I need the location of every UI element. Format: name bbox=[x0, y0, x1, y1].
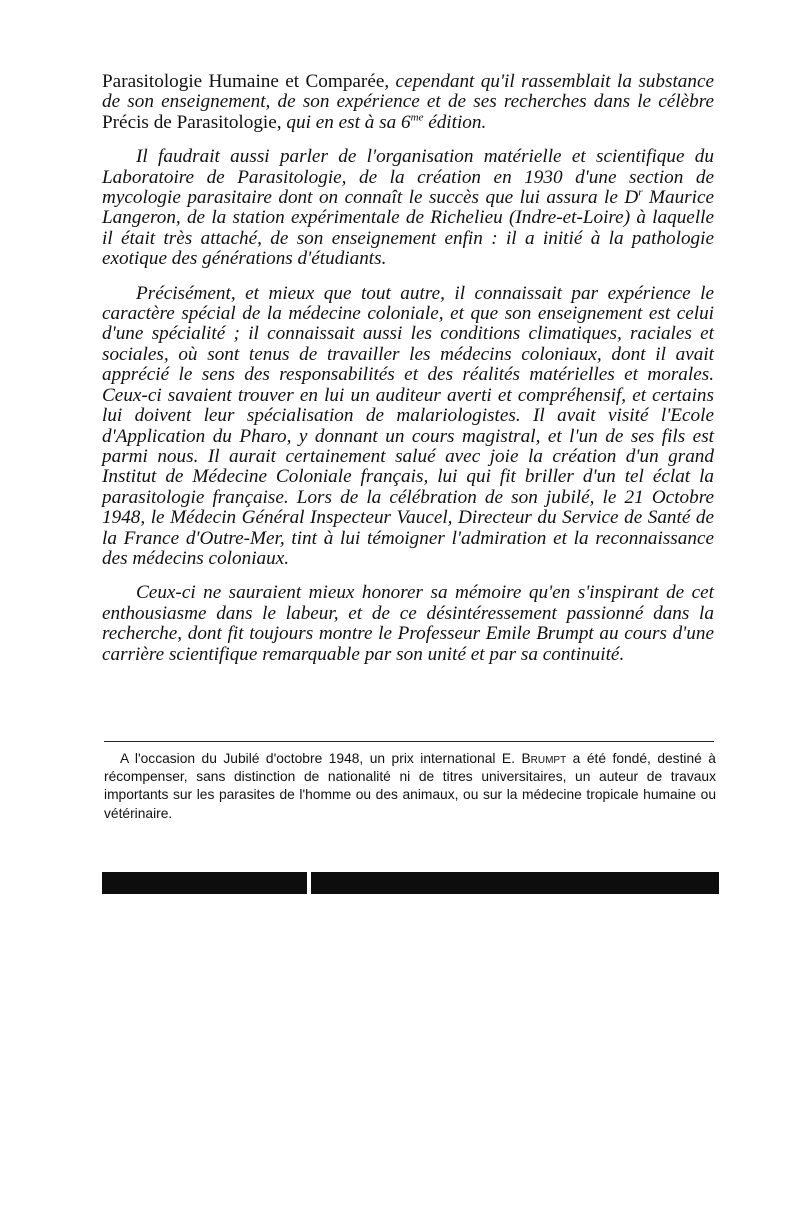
footnote-text: A l'occasion du Jubilé d'octobre 1948, un prix international E. bbox=[120, 751, 522, 766]
black-bar-right bbox=[311, 872, 719, 894]
superscript: r bbox=[638, 186, 643, 199]
footnote-name: Brumpt bbox=[521, 751, 567, 766]
footnote-divider bbox=[104, 741, 714, 742]
superscript: me bbox=[410, 111, 424, 124]
text-run: Maurice Langeron, de la station expérimentale de Richelieu (Indre-et-Loire) à laquelle il était très attaché, de son enseignement enfin : il a initié à la pathologie exotique des générations d'étudiants. bbox=[102, 187, 714, 270]
text-run: qui en est à sa 6 bbox=[281, 111, 411, 133]
paragraph-3 bbox=[102, 284, 714, 570]
text-run: Parasitologie Humaine et Comparée, bbox=[102, 71, 390, 92]
text-run: Ceux-ci ne sauraient mieux honorer sa mémoire qu'en s'inspirant de cet enthousiasme dans le labeur, et de ce désintéressement passionné dans la recherche, dont fit toujours montre le Professeur Emile Brumpt au cours d'une carrière scientifique remarquable par son unité et par sa continuité. bbox=[102, 582, 714, 665]
footnote bbox=[104, 750, 716, 823]
text-run: édition. bbox=[423, 111, 487, 133]
paragraph-2 bbox=[102, 147, 714, 269]
text-run: Précis de Parasitologie, bbox=[102, 111, 282, 133]
text-run: Précisément, et mieux que tout autre, il connaissait par expérience le caractère spécial de la médecine coloniale, et que son enseignement est celui d'une spécialité ; il connaissait aussi les conditions climatiques, raciales et sociales, où sont tenus de travailler les médecins coloniaux, dont il avait apprécié le sens des responsabilités et des réalités matérielles et morales. Ceux-ci savaient trouver en lui un auditeur averti et compréhensif, et certains lui doivent leur spécialisation de malariologistes. Il avait visité l'Ecole d'Application du Pharo, y donnant un cours magistral, et l'un de ses fils est parmi nous. Il aurait certainement salué avec joie la création d'un grand Institut de Médecine Coloniale français, lui qui fit briller d'un tel éclat la parasitologie française. Lors de la célébration de son jubilé, le 21 Octobre 1948, le Médecin Général Inspecteur Vaucel, Directeur du Service de Santé de la France d'Outre-Mer, tint à lui témoigner l'admiration et la reconnaissance des médecins coloniaux. bbox=[102, 282, 714, 569]
footnote-text: a été fondé, destiné à récompenser, sans distinction de nationalité ni de titres universitaires, un auteur de travaux importants sur les parasites de l'homme ou des animaux, ou sur la médecine tropicale humaine ou vétérinaire. bbox=[104, 751, 716, 821]
paragraph-1 bbox=[102, 72, 714, 133]
main-text bbox=[102, 72, 714, 679]
paragraph-4 bbox=[102, 583, 714, 665]
black-bar-left bbox=[102, 872, 307, 894]
text-run: cependant qu'il rassemblait la substance de son enseignement, de son expérience et de ses recherches dans le célèbre bbox=[102, 71, 714, 113]
text-run: Il faudrait aussi parler de l'organisation matérielle et scientifique du Laboratoire de Parasitologie, de la création en 1930 d'une section de mycologie parasitaire dont on connaît le succès que lui assura le D bbox=[102, 146, 714, 209]
